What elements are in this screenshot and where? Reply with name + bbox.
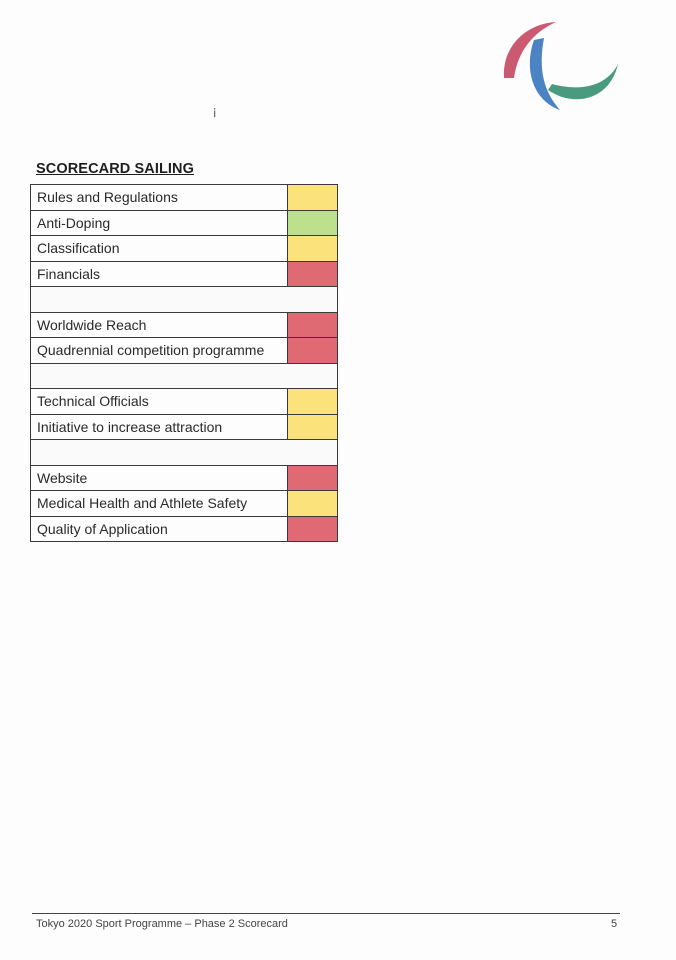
criterion-label: Initiative to increase attraction	[31, 414, 288, 440]
footer-text: Tokyo 2020 Sport Programme – Phase 2 Scorecard	[36, 918, 288, 930]
scorecard-row	[31, 210, 338, 236]
agitos-blue-arc	[530, 38, 560, 110]
scorecard-row	[31, 236, 338, 262]
spacer-cell	[31, 440, 338, 466]
criterion-label: Anti-Doping	[31, 210, 288, 236]
page-title: SCORECARD SAILING	[36, 161, 194, 177]
scorecard-row	[31, 389, 338, 415]
spacer-cell	[31, 363, 338, 389]
criterion-label: Website	[31, 465, 288, 491]
spacer-row	[31, 287, 338, 313]
agitos-red-arc	[504, 22, 556, 78]
scorecard-row	[31, 261, 338, 287]
status-yellow-cell	[288, 389, 338, 415]
scorecard-body	[31, 185, 338, 542]
scorecard-row	[31, 491, 338, 517]
footer-divider	[32, 913, 620, 914]
status-yellow-cell	[288, 491, 338, 517]
status-red-cell	[288, 338, 338, 364]
page-number: 5	[611, 918, 618, 930]
criterion-label: Rules and Regulations	[31, 185, 288, 211]
criterion-label: Technical Officials	[31, 389, 288, 415]
status-green-cell	[288, 210, 338, 236]
agitos-green-arc	[548, 64, 618, 99]
scorecard-row	[31, 338, 338, 364]
status-yellow-cell	[288, 236, 338, 262]
status-yellow-cell	[288, 414, 338, 440]
criterion-label: Quality of Application	[31, 516, 288, 542]
criterion-label: Worldwide Reach	[31, 312, 288, 338]
spacer-cell	[31, 287, 338, 313]
spacer-row	[31, 440, 338, 466]
scan-mark: ⅰ	[213, 106, 217, 120]
status-red-cell	[288, 261, 338, 287]
scorecard-table	[30, 184, 338, 542]
scorecard-row	[31, 414, 338, 440]
criterion-label: Classification	[31, 236, 288, 262]
status-red-cell	[288, 465, 338, 491]
criterion-label: Quadrennial competition programme	[31, 338, 288, 364]
status-red-cell	[288, 516, 338, 542]
paralympic-agitos-logo	[498, 18, 622, 112]
status-yellow-cell	[288, 185, 338, 211]
scorecard-row	[31, 185, 338, 211]
spacer-row	[31, 363, 338, 389]
scorecard-row	[31, 516, 338, 542]
criterion-label: Financials	[31, 261, 288, 287]
scorecard-row	[31, 465, 338, 491]
criterion-label: Medical Health and Athlete Safety	[31, 491, 288, 517]
scorecard-row	[31, 312, 338, 338]
status-red-cell	[288, 312, 338, 338]
